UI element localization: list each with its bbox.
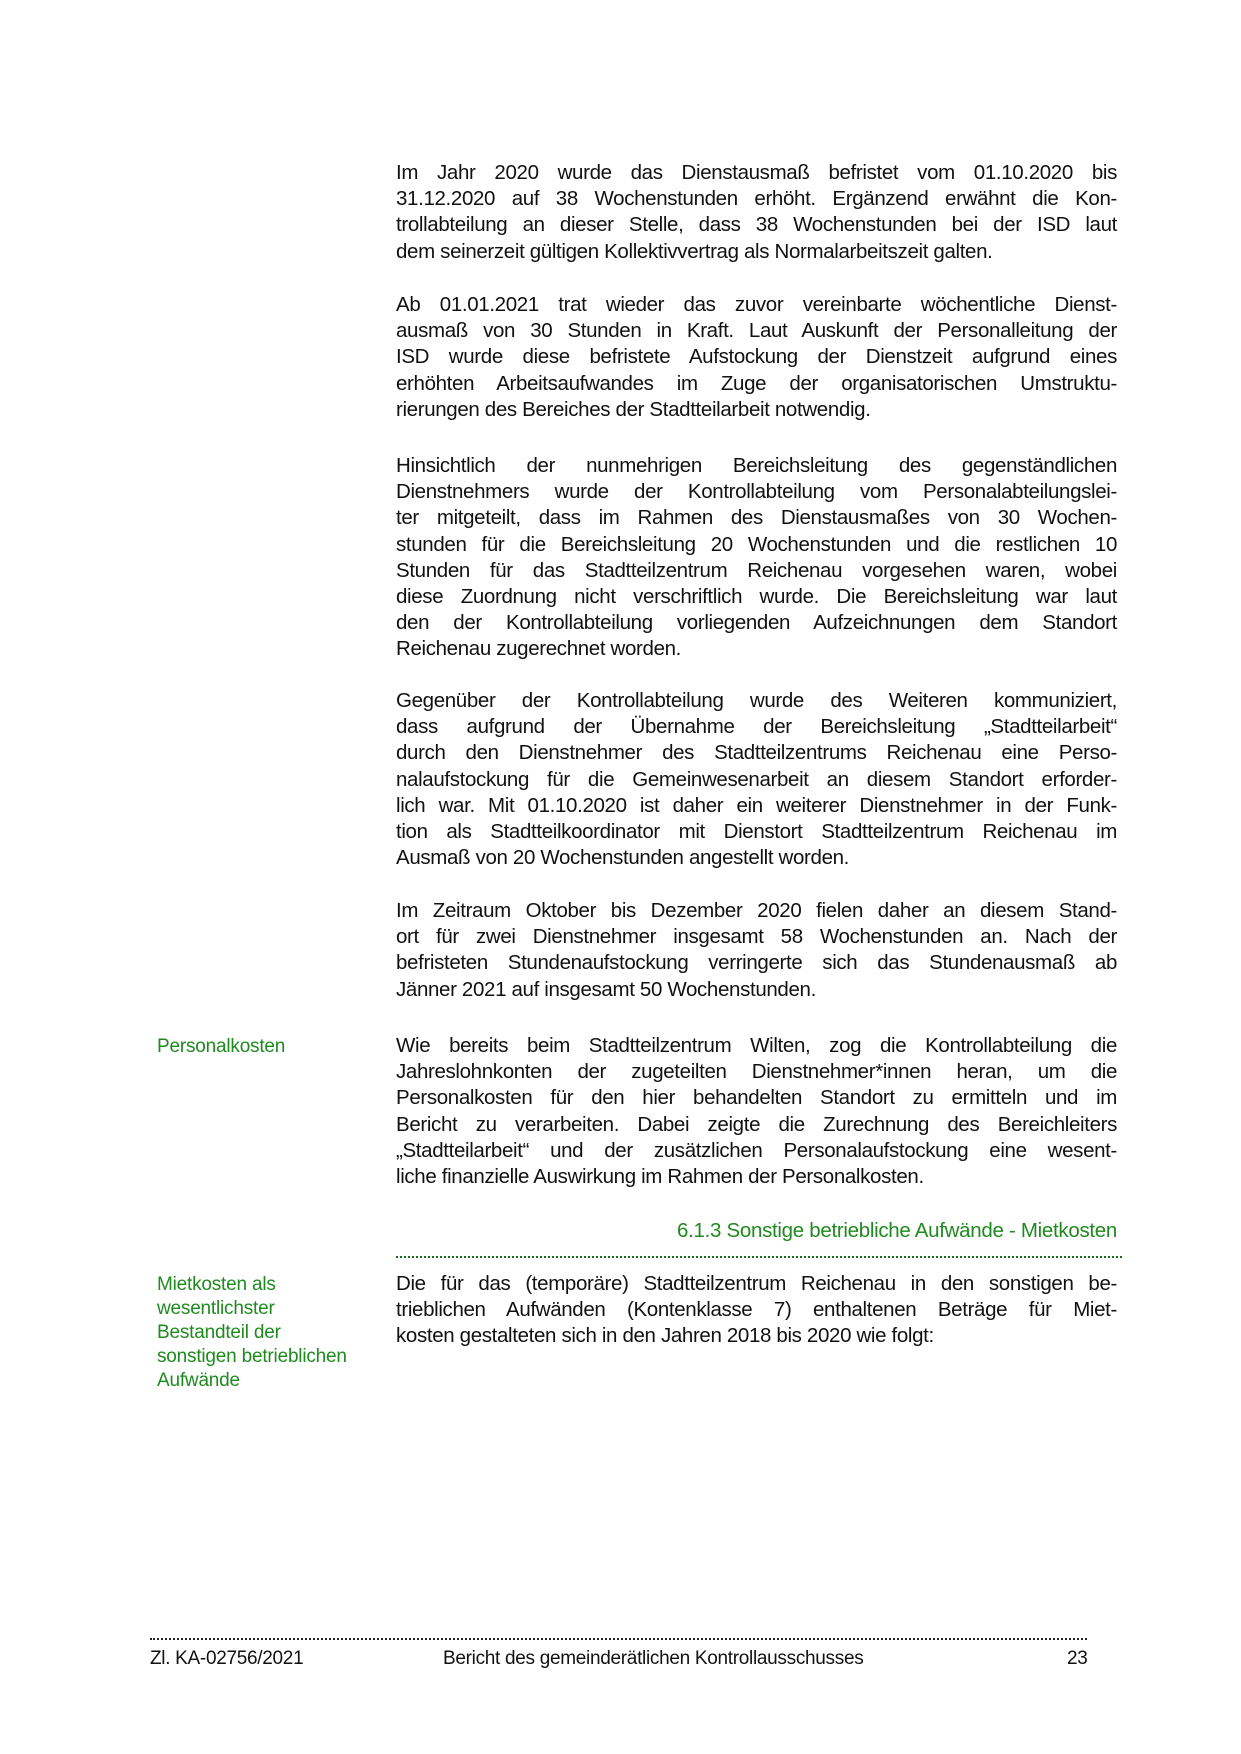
footer-reference: Zl. KA-02756/2021 (150, 1648, 304, 1669)
section-heading-dotted-rule (396, 1256, 1122, 1258)
text-line: kosten gestalteten sich in den Jahren 2018 bis 2020 wie folgt: (396, 1324, 934, 1348)
text-line: Personalkosten für den hier behandelten Standort zu ermitteln und im (396, 1086, 1117, 1110)
text-line: stunden für die Bereichsleitung 20 Wochenstunden und die restlichen 10 (396, 532, 1117, 556)
text-line: liche finanzielle Auswirkung im Rahmen der Personalkosten. (396, 1165, 924, 1189)
margin-note-line: sonstigen betrieblichen (157, 1346, 347, 1367)
margin-note-line: Aufwände (157, 1370, 240, 1391)
text-line: ort für zwei Dienstnehmer insgesamt 58 Wochenstunden an. Nach der (396, 925, 1117, 949)
text-line: Reichenau zugerechnet worden. (396, 637, 682, 661)
text-line: Hinsichtlich der nunmehrigen Bereichsleitung des gegenständlichen (396, 454, 1117, 477)
margin-note-line: Bestandteil der (157, 1322, 281, 1343)
paragraph-dienstausmass-2021 (396, 292, 1117, 423)
footer-title: Bericht des gemeinderätlichen Kontrollausschusses (443, 1648, 864, 1669)
text-line: ausmaß von 30 Stunden in Kraft. Laut Auskunft der Personalleitung der (396, 319, 1117, 343)
paragraph-personalkosten (396, 1033, 1117, 1190)
paragraph-bereichsleitung (396, 453, 1117, 663)
text-line: ter mitgeteilt, dass im Rahmen des Dienstausmaßes von 30 Wochen- (396, 506, 1117, 530)
text-line: Jahreslohnkonten der zugeteilten Dienstnehmer*innen heran, um die (396, 1060, 1117, 1084)
text-line: nalaufstockung für die Gemeinwesenarbeit an diesem Standort erforder- (396, 767, 1117, 791)
text-line: erhöhten Arbeitsaufwandes im Zuge der organisatorischen Umstruktu- (396, 371, 1117, 395)
text-line: diese Zuordnung nicht verschriftlich wurde. Die Bereichsleitung war laut (396, 585, 1117, 609)
text-line: Stunden für das Stadtteilzentrum Reichenau vorgesehen waren, wobei (396, 558, 1117, 582)
text-line: Jänner 2021 auf insgesamt 50 Wochenstunden. (396, 977, 816, 1001)
margin-note-personalkosten: Personalkosten (157, 1036, 286, 1057)
text-line: durch den Dienstnehmer des Stadtteilzentrums Reichenau eine Perso- (396, 741, 1117, 765)
text-line: trieblichen Aufwänden (Kontenklasse 7) enthaltenen Beträge für Miet- (396, 1298, 1117, 1322)
paragraph-mietkosten (396, 1271, 1117, 1350)
text-line: Gegenüber der Kontrollabteilung wurde des Weiteren kommuniziert, (396, 689, 1117, 712)
text-line: befristeten Stundenaufstockung verringerte sich das Stundenausmaß ab (396, 951, 1117, 975)
margin-note-line: wesentlichster (157, 1298, 275, 1319)
text-line: „Stadtteilarbeit“ und der zusätzlichen Personalaufstockung eine wesent- (396, 1138, 1117, 1162)
text-line: ISD wurde diese befristete Aufstockung der Dienstzeit aufgrund eines (396, 345, 1117, 369)
text-line: lich war. Mit 01.10.2020 ist daher ein weiterer Dienstnehmer in der Funk- (396, 793, 1117, 817)
text-line: den der Kontrollabteilung vorliegenden Aufzeichnungen dem Standort (396, 611, 1117, 635)
page-number: 23 (1067, 1648, 1088, 1669)
text-line: Bericht zu verarbeiten. Dabei zeigte die Zurechnung des Bereichleiters (396, 1112, 1117, 1136)
text-line: dem seinerzeit gültigen Kollektivvertrag als Normalarbeitszeit galten. (396, 239, 993, 263)
text-line: rierungen des Bereiches der Stadtteilarbeit notwendig. (396, 397, 871, 421)
text-line: Ab 01.01.2021 trat wieder das zuvor vereinbarte wöchentliche Dienst- (396, 293, 1117, 316)
margin-note-mietkosten (157, 1273, 377, 1393)
paragraph-personalaufstockung (396, 688, 1117, 871)
text-line: Im Zeitraum Oktober bis Dezember 2020 fielen daher an diesem Stand- (396, 899, 1117, 922)
text-line: Im Jahr 2020 wurde das Dienstausmaß befristet vom 01.10.2020 bis (396, 161, 1117, 184)
text-line: tion als Stadtteilkoordinator mit Dienstort Stadtteilzentrum Reichenau im (396, 820, 1117, 844)
paragraph-zeitraum (396, 898, 1117, 1003)
text-line: trollabteilung an dieser Stelle, dass 38 Wochenstunden bei der ISD laut (396, 213, 1117, 237)
margin-note-line: Mietkosten als (157, 1274, 276, 1295)
paragraph-dienstausmass-2020 (396, 160, 1117, 265)
section-heading: 6.1.3 Sonstige betriebliche Aufwände - Mietkosten (677, 1219, 1117, 1242)
text-line: Wie bereits beim Stadtteilzentrum Wilten, zog die Kontrollabteilung die (396, 1034, 1117, 1057)
text-line: Ausmaß von 20 Wochenstunden angestellt worden. (396, 846, 850, 870)
text-line: dass aufgrund der Übernahme der Bereichsleitung „Stadtteilarbeit“ (396, 715, 1117, 739)
text-line: Die für das (temporäre) Stadtteilzentrum Reichenau in den sonstigen be- (396, 1272, 1117, 1295)
text-line: 31.12.2020 auf 38 Wochenstunden erhöht. Ergänzend erwähnt die Kon- (396, 187, 1117, 211)
footer-dotted-rule (150, 1638, 1087, 1640)
text-line: Dienstnehmers wurde der Kontrollabteilung vom Personalabteilungslei- (396, 480, 1117, 504)
